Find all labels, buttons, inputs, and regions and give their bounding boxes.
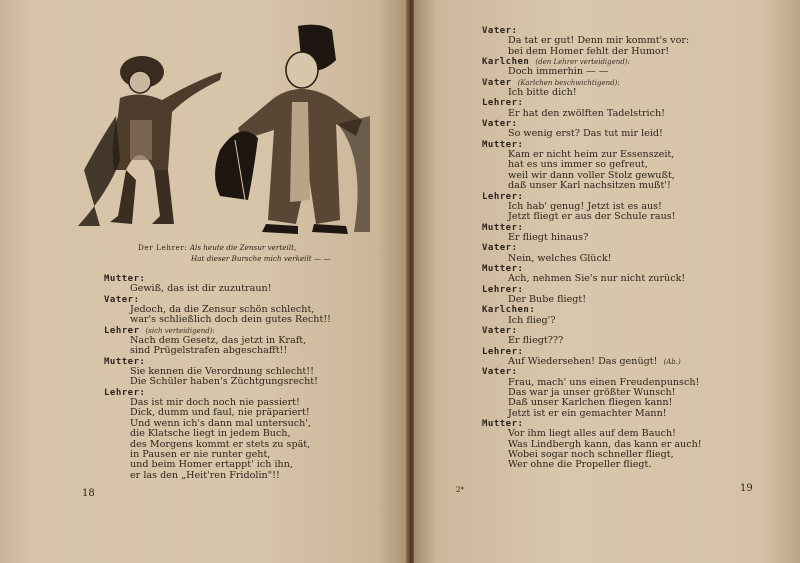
verse-line xyxy=(482,181,702,191)
verse-text: des Morgens kommt er stets zu spät, xyxy=(130,438,311,450)
teacher-and-boy-illustration xyxy=(70,20,370,240)
verse-text: Das ist mir doch noch nie passiert! xyxy=(130,397,300,409)
left-page-verse xyxy=(104,274,331,481)
speaker-name: Mutter: xyxy=(482,222,524,233)
speaker-name: Vater: xyxy=(482,26,518,36)
verse-line xyxy=(482,47,702,57)
verse-line xyxy=(482,295,702,305)
verse-line xyxy=(104,315,331,325)
verse-text: Daß unser Karlchen fliegen kann! xyxy=(508,397,673,409)
speaker-name: Lehrer: xyxy=(482,284,524,295)
verse-text: Ach, nehmen Sie's nur nicht zurück! xyxy=(508,273,686,285)
verse-text: Er fliegt??? xyxy=(508,335,564,347)
verse-text: Jetzt ist er ein gemachter Mann! xyxy=(508,407,667,419)
verse-text: hat es uns immer so gefreut, xyxy=(508,159,648,171)
verse-line xyxy=(482,409,702,419)
speaker-name: Vater: xyxy=(482,243,518,254)
verse-text: Dick, dumm und faul, nie präpariert! xyxy=(130,407,310,419)
verse-text: die Klatsche liegt in jedem Buch, xyxy=(130,428,291,440)
verse-text: Nach dem Gesetz, das jetzt in Kraft, xyxy=(130,335,307,347)
verse-line xyxy=(482,212,702,222)
speaker-name: Lehrer xyxy=(104,325,140,336)
verse-text: Er fliegt hinaus? xyxy=(508,231,589,243)
verse-text: Wobei sogar noch schneller fliegt, xyxy=(508,449,674,461)
speaker-name: Vater xyxy=(482,77,512,88)
verse-text: und beim Homer ertappt' ich ihn, xyxy=(130,459,293,471)
speaker-name: Lehrer: xyxy=(482,98,524,109)
verse-text: So wenig erst? Das tut mir leid! xyxy=(508,128,663,140)
verse-line xyxy=(482,254,702,264)
verse-text: sind Prügelstrafen abgeschafft!! xyxy=(130,345,288,357)
verse-line xyxy=(104,284,331,294)
verse-text: Der Bube fliegt! xyxy=(508,293,587,305)
speaker-name: Lehrer: xyxy=(482,346,524,357)
speaker-name: Mutter: xyxy=(104,274,146,284)
verse-text: bei dem Homer fehlt der Humor! xyxy=(508,45,670,57)
signature-mark: 2* xyxy=(456,486,464,494)
verse-text: Jetzt fliegt er aus der Schule raus! xyxy=(508,211,676,223)
verse-line xyxy=(482,357,702,367)
teacher-figure xyxy=(215,25,370,234)
verse-line xyxy=(482,67,702,77)
page-number-right: 19 xyxy=(740,483,753,494)
speaker-name: Lehrer: xyxy=(482,191,524,202)
verse-text: war's schließlich doch dein gutes Recht!! xyxy=(130,314,332,326)
speaker-name: Karlchen xyxy=(482,57,530,68)
verse-line xyxy=(104,471,331,481)
verse-text: Ich bitte dich! xyxy=(508,87,577,99)
verse-text: er las den „Heit'ren Fridolin"!! xyxy=(130,469,280,481)
verse-text: Nein, welches Glück! xyxy=(508,252,612,264)
speaker-name: Mutter: xyxy=(482,419,524,430)
boy-figure xyxy=(78,56,222,226)
verse-line xyxy=(482,336,702,346)
verse-text: Er hat den zwölften Tadelstrich! xyxy=(508,107,666,119)
speaker-name: Mutter: xyxy=(482,139,524,150)
verse-line xyxy=(482,274,702,284)
verse-text: Das war ja unser größter Wunsch! xyxy=(508,387,676,399)
verse-text: Da tat er gut! Denn mir kommt's vor: xyxy=(508,35,690,47)
verse-text: Gewiß, das ist dir zuzutraun! xyxy=(130,283,272,295)
verse-text: Was Lindbergh kann, das kann er auch! xyxy=(508,438,702,450)
caption-line-1: Als heute die Zensur verteilt, xyxy=(189,243,297,252)
speaker-name: Vater: xyxy=(482,367,518,378)
verse-line xyxy=(482,233,702,243)
verse-text: Frau, mach' uns einen Freudenpunsch! xyxy=(508,376,700,388)
verse-text: in Pausen er nie runter geht, xyxy=(130,448,271,460)
verse-text: weil wir dann voller Stolz gewußt, xyxy=(508,169,675,181)
verse-text: Und wenn ich's dann mal untersuch', xyxy=(130,417,312,429)
right-page-verse xyxy=(482,26,702,471)
verse-line xyxy=(482,129,702,139)
verse-text: Wer ohne die Propeller fliegt. xyxy=(508,459,652,471)
caption-line-2: Hat dieser Bursche mich verkeilt — — xyxy=(191,253,331,263)
stage-direction: (Karlchen beschwichtigend): xyxy=(517,78,620,87)
speaker-name: Mutter: xyxy=(104,356,146,367)
stage-direction: (den Lehrer verteidigend): xyxy=(535,58,630,67)
verse-text: Doch immerhin — — xyxy=(508,66,609,78)
speaker-name: Vater: xyxy=(482,325,518,336)
verse-line xyxy=(482,460,702,470)
speaker-name: Mutter: xyxy=(482,263,524,274)
verse-text: daß unser Karl nachsitzen mußt'! xyxy=(508,180,671,192)
verse-line xyxy=(104,377,331,387)
verse-line xyxy=(482,109,702,119)
verse-text: Jedoch, da die Zensur schön schlecht, xyxy=(130,304,315,316)
verse-line xyxy=(482,88,702,98)
stage-direction: (Ab.) xyxy=(663,358,681,366)
page-number-left: 18 xyxy=(82,488,95,499)
verse-line xyxy=(104,346,331,356)
verse-text: Ich flieg'? xyxy=(508,314,556,326)
caption-speaker: Der Lehrer: xyxy=(138,243,188,252)
speaker-name: Vater: xyxy=(482,119,518,130)
illustration-caption xyxy=(138,243,331,264)
verse-line xyxy=(482,316,702,326)
speaker-name: Vater: xyxy=(104,294,140,305)
speaker-name: Lehrer: xyxy=(104,387,146,398)
speaker-name: Karlchen: xyxy=(482,305,536,316)
verse-text: Kam er nicht heim zur Essenszeit, xyxy=(508,149,675,161)
verse-text: Die Schüler haben's Züchtgungsrecht! xyxy=(130,376,319,388)
verse-text: Auf Wiedersehen! Das genügt! xyxy=(508,356,658,367)
verse-text: Vor ihm liegt alles auf dem Bauch! xyxy=(508,428,677,440)
verse-text: Ich hab' genug! Jetzt ist es aus! xyxy=(508,200,662,212)
right-page xyxy=(414,0,800,563)
verse-text: Sie kennen die Verordnung schlecht!! xyxy=(130,366,314,378)
stage-direction: (sich verteidigend): xyxy=(145,326,215,335)
